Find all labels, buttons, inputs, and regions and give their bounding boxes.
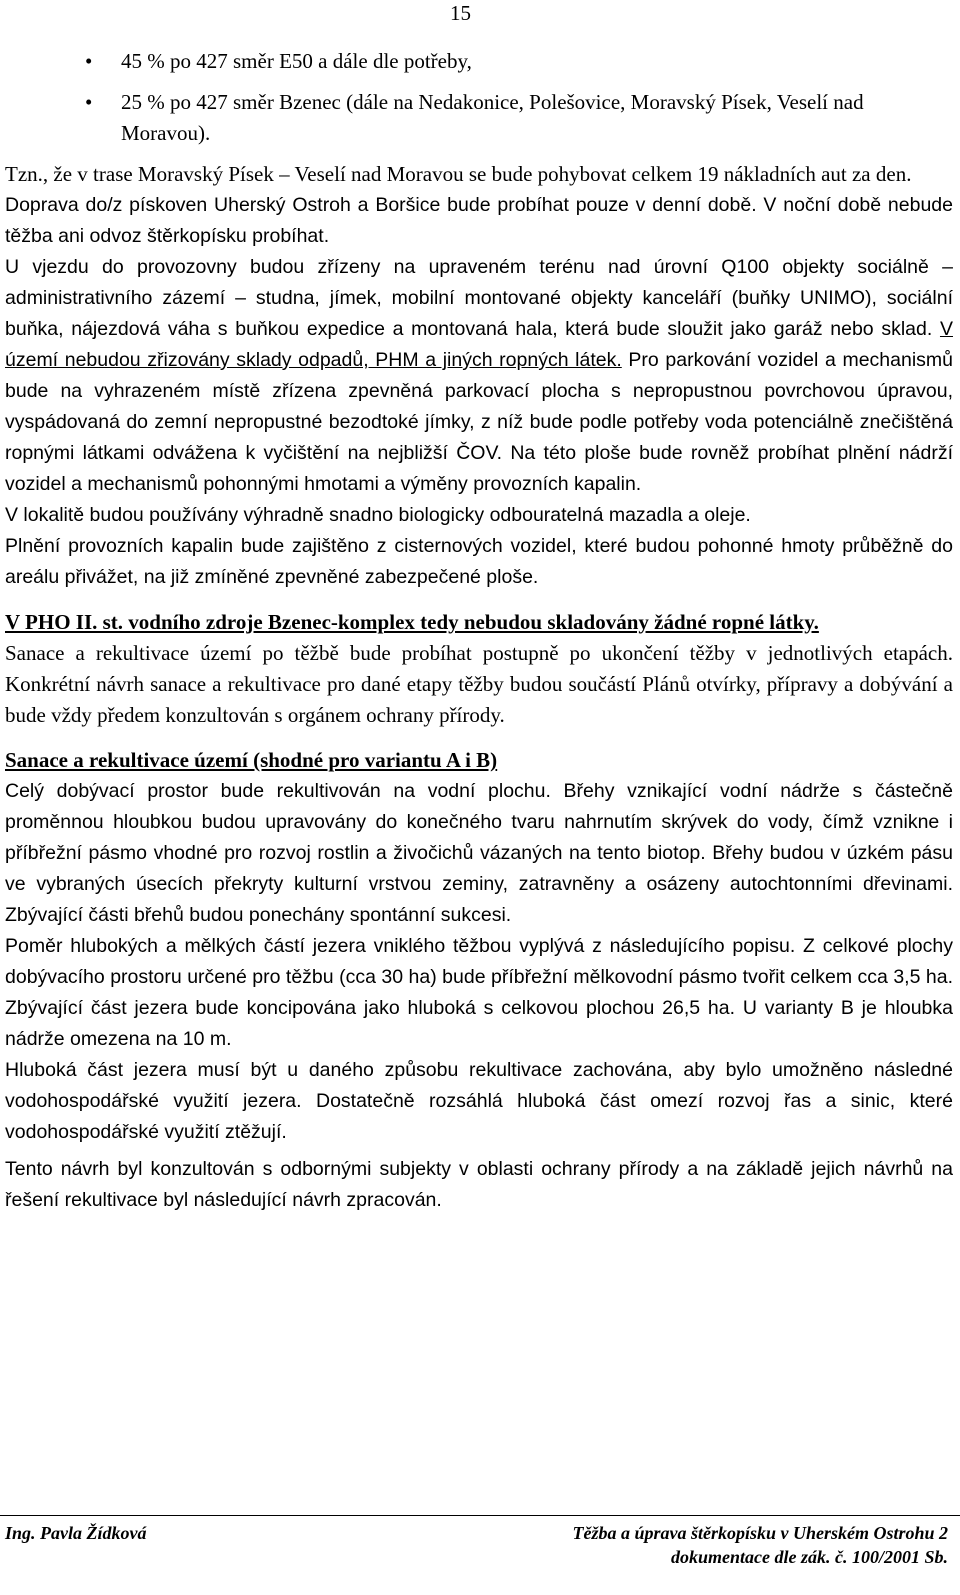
paragraph-transport-hours: Doprava do/z pískoven Uherský Ostroh a Boršice bude probíhat pouze v denní době. V noční době nebude těžba ani odvoz štěrkopísku probíhat. xyxy=(5,194,953,247)
paragraph-consultation: Tento návrh byl konzultován s odbornými subjekty v oblasti ochrany přírody a na základě jejich návrhů na řešení rekultivace byl následující návrh zpracován. xyxy=(5,1158,953,1211)
paragraph-water-area: Celý dobývací prostor bude rekultivován na vodní plochu. Břehy vznikající vodní nádrže s částečně proměnnou hloubkou budou upravovány do konečného tvaru nahrnutím skrývek do vody, čímž vznikne i příbřežní pásmo vhodné pro rozvoj rostlin a živočichů vázaných na tento biotop. Břehy budou v úzkém pásu ve vybraných úsecích překryty kulturní vrstvou zeminy, zatravněny a osázeny autochtonními dřevinami. Zbývající části břehů budou ponechány spontánní sukcesi. xyxy=(5,780,953,926)
footer-title xyxy=(572,1521,948,1569)
paragraph-depth-ratio: Poměr hlubokých a mělkých částí jezera vniklého těžbou vyplývá z následujícího popisu. Z celkové plochy dobývacího prostoru určené pro těžbu (cca 30 ha) bude příbřežní mělkovodní pásmo tvořit celkem cca 3,5 ha. Zbývající část jezera bude koncipována jako hluboká s celkovou plochou 26,5 ha. U varianty B je hloubka nádrže omezena na 10 m. xyxy=(5,935,953,1050)
bullet-icon: • xyxy=(85,49,93,73)
facilities-text: U vjezdu do provozovny budou zřízeny na upraveném terénu nad úrovní Q100 objekty sociálně – administrativního zázemí – studna, jímek, mobilní montované objekty kanceláří (buňky UNIMO), sociální buňka, nájezdová váha s buňkou expedice a montovaná hala, která bude sloužit jako garáž nebo sklad. xyxy=(5,256,953,340)
footer-divider xyxy=(0,1515,960,1516)
page-number: 15 xyxy=(450,1,471,25)
bullet-text: 25 % po 427 směr Bzenec (dále na Nedakonice, Polešovice, Moravský Písek, Veselí nad Moravou). xyxy=(121,90,864,145)
paragraph-lubricants: V lokalitě budou používány výhradně snadno biologicky odbouratelná mazadla a oleje. xyxy=(5,504,751,526)
paragraph-remediation: Sanace a rekultivace území po těžbě bude probíhat postupně po ukončení těžby v jednotlivých etapách. Konkrétní návrh sanace a rekultivace pro dané etapy těžby budou součástí Plánů otvírky, přípravy a dobývání a bude vždy předem konzultován s orgánem ochrany přírody. xyxy=(5,641,953,727)
sans-block xyxy=(5,190,953,593)
bullet-icon: • xyxy=(85,90,93,114)
paragraph-pho-statement: V PHO II. st. vodního zdroje Bzenec-komplex tedy nebudou skladovány žádné ropné látky. xyxy=(5,610,819,634)
list-item xyxy=(5,46,953,77)
footer-title-line: Těžba a úprava štěrkopísku v Uherském Ostrohu 2 xyxy=(572,1523,948,1543)
footer-author: Ing. Pavla Žídková xyxy=(5,1523,147,1543)
footer-title-line: dokumentace dle zák. č. 100/2001 Sb. xyxy=(671,1547,948,1567)
list-item xyxy=(5,87,953,149)
parking-text: Pro parkování vozidel a mechanismů bude na vyhrazeném místě zřízena zpevněná parkovací plocha s nepropustnou povrchovou úpravou, vyspádovaná do zemní nepropustné bezodtoké jímky, z níž bude podle potřeby voda potenciálně znečištěná ropnými látkami odvážena k vyčištění na nejbližší ČOV. Na této ploše bude rovněž probíhat plnění nádrží vozidel a mechanismů pohonnými hmotami a výměny provozních kapalin. xyxy=(5,349,953,495)
document-body xyxy=(5,46,953,1216)
paragraph-trucks: Tzn., že v trase Moravský Písek – Veselí nad Moravou se bude pohybovat celkem 19 nákladních aut za den. xyxy=(5,162,912,186)
paragraph-facilities xyxy=(5,252,953,500)
paragraph-fluids: Plnění provozních kapalin bude zajištěno z cisternových vozidel, které budou pohonné hmoty průběžně do areálu přivážet, na již zmíněné zpevněné zabezpečené ploše. xyxy=(5,535,953,588)
no-waste-storage-note: V území nebudou zřizovány sklady odpadů, PHM a jiných ropných látek. xyxy=(5,318,953,371)
bullet-list xyxy=(5,46,953,149)
paragraph-deep-part: Hluboká část jezera musí být u daného způsobu rekultivace zachována, aby bylo umožněno následné vodohospodářské využití jezera. Dostatečně rozsáhlá hluboká část omezí rozvoj řas a sinic, které vodohospodářské využití ztěžují. xyxy=(5,1059,953,1143)
sans-block xyxy=(5,776,953,1216)
bullet-text: 45 % po 427 směr E50 a dále dle potřeby, xyxy=(121,49,472,73)
section-heading: Sanace a rekultivace území (shodné pro variantu A i B) xyxy=(5,748,498,772)
